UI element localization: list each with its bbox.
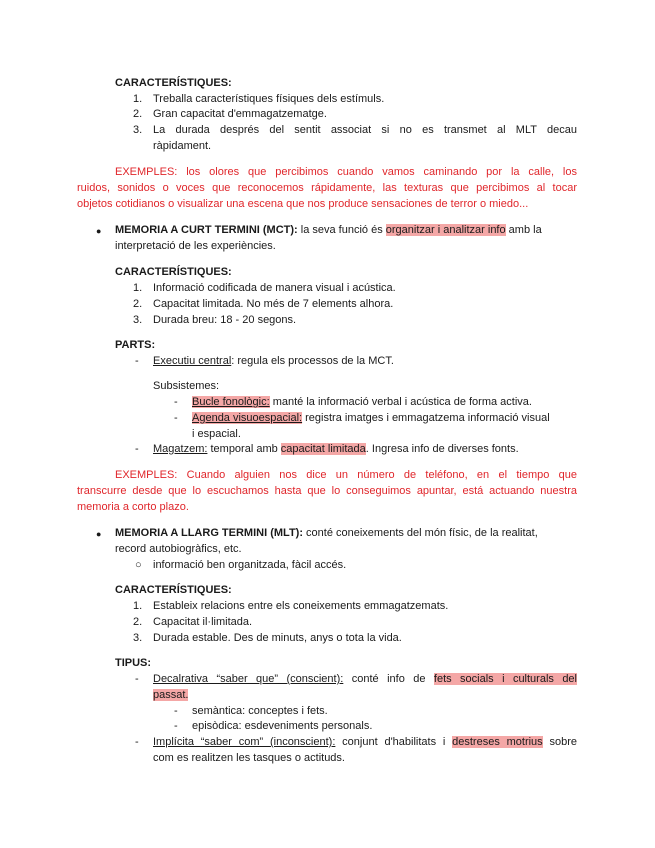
dash: -: [135, 355, 139, 367]
list-number: 3.: [133, 632, 143, 644]
characteristics-heading-top: CARACTERÍSTIQUES:: [115, 77, 232, 89]
highlight: organitzar i analitzar info: [385, 224, 506, 236]
list-item: Gran capacitat d'emmagatzematge.: [153, 108, 327, 120]
mlt-heading-line: [115, 526, 538, 541]
impl-label: Implícita “saber com” (inconscient):: [153, 736, 336, 748]
list-item: Durada breu: 18 - 20 segons.: [153, 314, 297, 326]
declarative-line2: [153, 688, 188, 703]
mct-heading-line: [115, 223, 542, 238]
characteristics-heading: CARACTERÍSTIQUES:: [115, 584, 232, 596]
example-text: ruidos, sonidos o voces que reconocemos rápidamente, las texturas que percibimos al tocar: [77, 182, 577, 194]
types-heading: TIPUS:: [115, 657, 152, 669]
declarative-line: [153, 672, 577, 687]
bullet-icon: ●: [96, 226, 102, 236]
mct-desc-line2: interpretació de les experiències.: [115, 240, 276, 252]
mct-desc: amb la: [505, 224, 542, 236]
mlt-sub-item: informació ben organitzada, fàcil accés.: [153, 559, 347, 571]
highlight: fets socials i culturals del: [433, 673, 577, 685]
sub2-label: Agenda visuoespacial:: [192, 412, 303, 424]
list-number: 2.: [133, 616, 143, 628]
exec-label: Executiu central: [153, 355, 232, 367]
mlt-title: MEMORIA A LLARG TERMINI (MLT):: [115, 527, 303, 539]
list-number: 1.: [133, 93, 143, 105]
parts-heading: PARTS:: [115, 339, 156, 351]
subsystem-1: [192, 395, 532, 410]
circle-bullet-icon: ○: [135, 559, 142, 571]
sub2-text: registra imatges i emmagatzema informació visual: [302, 412, 550, 424]
list-item: Capacitat limitada. No més de 7 elements alhora.: [153, 298, 394, 310]
list-item: Capacitat il·limitada.: [153, 616, 253, 628]
highlight: capacitat limitada: [280, 443, 366, 455]
list-item-continuation: ràpidament.: [153, 140, 212, 152]
list-item: La durada després del sentit associat si no es transmet al MLT decau: [153, 124, 577, 136]
bullet-icon: ●: [96, 529, 102, 539]
dash: -: [174, 705, 178, 717]
mlt-desc-line2: record autobiogràfics, etc.: [115, 543, 242, 555]
subsystems-label: Subsistemes:: [153, 380, 220, 392]
highlight: passat.: [153, 689, 189, 701]
list-number: 3.: [133, 314, 143, 326]
dash: -: [174, 412, 178, 424]
mct-desc: la seva funció és: [297, 224, 386, 236]
list-number: 2.: [133, 298, 143, 310]
implicit-line: [153, 735, 577, 750]
store-line: [153, 442, 519, 457]
store-label: Magatzem:: [153, 443, 208, 455]
list-item: Estableix relacions entre els coneixements emmagatzemats.: [153, 600, 449, 612]
example-text: EXEMPLES: Cuando alguien nos dice un número de teléfono, en el tiempo que: [115, 469, 577, 481]
decl-text: conté info de: [343, 673, 434, 685]
dash: -: [135, 673, 139, 685]
example-text: transcurre desde que lo escuchamos hasta que lo conseguimos apuntar, está actuando nuestra: [77, 485, 577, 497]
implicit-line2: com es realitzen les tasques o actituds.: [153, 752, 345, 764]
dash: -: [135, 736, 139, 748]
list-number: 1.: [133, 600, 143, 612]
dash: -: [174, 396, 178, 408]
characteristics-heading: CARACTERÍSTIQUES:: [115, 266, 232, 278]
subsystem-2-line2: i espacial.: [192, 428, 241, 440]
subsystem-2: [192, 411, 550, 426]
sub1-text: manté la informació verbal i acústica de forma activa.: [269, 396, 532, 408]
list-item: Informació codificada de manera visual i acústica.: [153, 282, 396, 294]
list-number: 3.: [133, 124, 143, 136]
mct-title: MEMORIA A CURT TERMINI (MCT):: [115, 224, 298, 236]
exec-text: : regula els processos de la MCT.: [231, 355, 394, 367]
list-item: Durada estable. Des de minuts, anys o tota la vida.: [153, 632, 402, 644]
exec-line: [153, 354, 394, 369]
highlight: destreses motrius: [452, 736, 543, 748]
impl-text: conjunt d'habilitats i: [335, 736, 453, 748]
declarative-episodic: episòdica: esdeveniments personals.: [192, 720, 373, 732]
dash: -: [135, 443, 139, 455]
declarative-semantic: semàntica: conceptes i fets.: [192, 705, 328, 717]
mlt-desc: conté coneixements del món físic, de la realitat,: [302, 527, 538, 539]
dash: -: [174, 720, 178, 732]
impl-text: sobre: [542, 736, 577, 748]
sub1-label: Bucle fonològic:: [192, 396, 270, 408]
list-item: Treballa característiques físiques dels estímuls.: [153, 93, 385, 105]
store-text: temporal amb: [207, 443, 281, 455]
list-number: 2.: [133, 108, 143, 120]
example-text: memoria a corto plazo.: [77, 501, 189, 513]
list-number: 1.: [133, 282, 143, 294]
store-text: . Ingresa info de diverses fonts.: [365, 443, 519, 455]
decl-label: Decalrativa “saber que” (conscient):: [153, 673, 344, 685]
example-text: objetos cotidianos o visualizar una escena que nos produce sensaciones de terror o miedo...: [77, 198, 529, 210]
example-text: EXEMPLES: los olores que percibimos cuando vamos caminando por la calle, los: [115, 166, 577, 178]
